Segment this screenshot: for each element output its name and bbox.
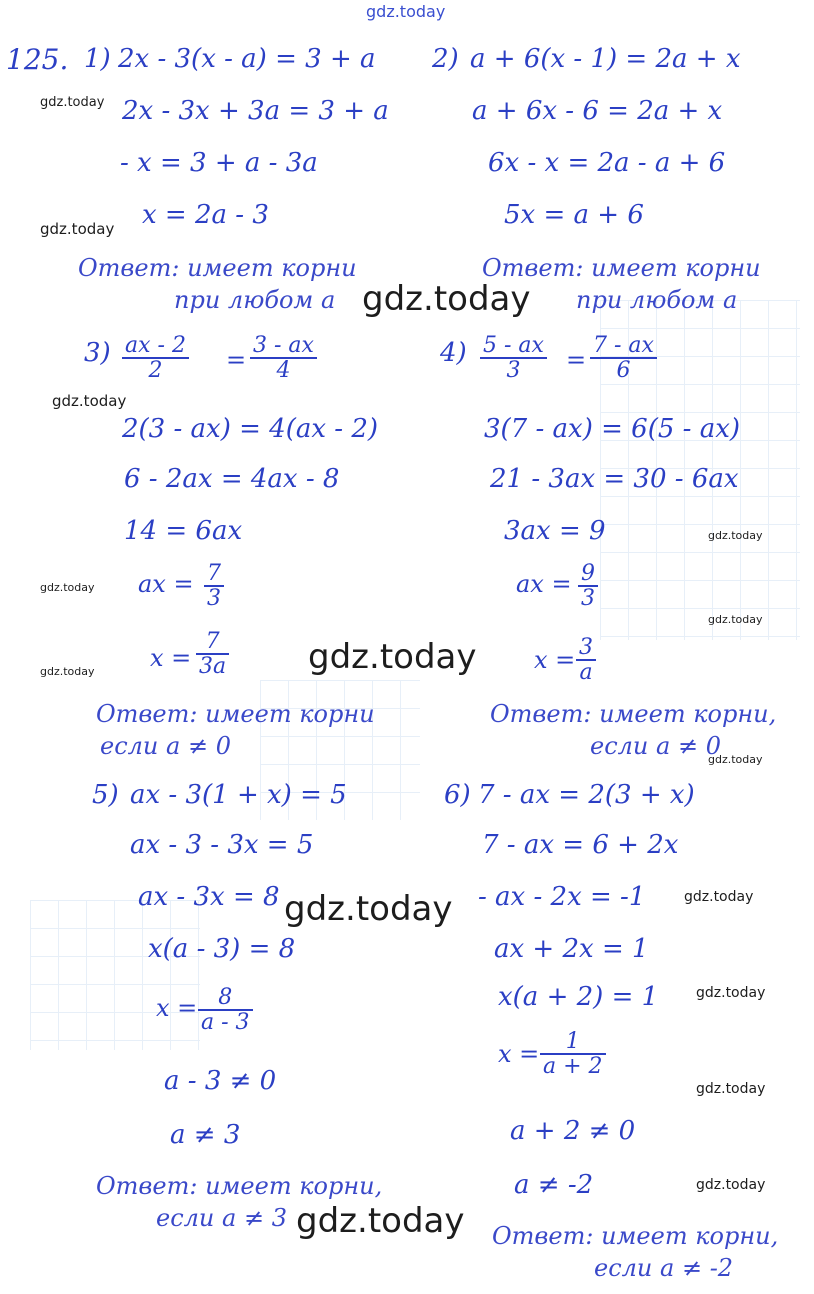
part-5-answer-line-1: Ответ: имеет корни, [96, 1172, 383, 1200]
part-6-answer-line-2: если a ≠ -2 [594, 1254, 734, 1282]
part-5-tail-1: a - 3 ≠ 0 [164, 1066, 277, 1096]
watermark-small: gdz.today [40, 95, 105, 110]
fraction-numerator: 9 [578, 562, 598, 587]
part-5-line-3: ax - 3x = 8 [138, 882, 280, 912]
part-5-line-1: ax - 3(1 + x) = 5 [130, 780, 347, 810]
fraction-denominator: 4 [276, 358, 291, 384]
part-6-line-3: - ax - 2x = -1 [478, 882, 646, 912]
watermark-small: gdz.today [40, 581, 95, 594]
part-5-label: 5) [92, 780, 119, 810]
part-1-answer-line-1: Ответ: имеет корни [78, 254, 357, 282]
part-4-answer-line-2: если a ≠ 0 [590, 732, 721, 760]
part-3-frac2-left: x = [150, 644, 192, 672]
part-5-line-2: ax - 3 - 3x = 5 [130, 830, 314, 860]
watermark-small: gdz.today [708, 529, 763, 542]
part-3-fraction-2 [196, 630, 229, 678]
part-2-answer-line-2: при любом a [576, 286, 738, 314]
part-1-line-2: 2x - 3x + 3a = 3 + a [122, 96, 389, 126]
part-4-answer-line-1: Ответ: имеет корни, [490, 700, 777, 728]
part-2-line-3: 6x - x = 2a - a + 6 [488, 148, 726, 178]
fraction-numerator: 7 [196, 630, 229, 655]
part-2-line-4: 5x = a + 6 [504, 200, 644, 230]
part-3-line-2: 6 - 2ax = 4ax - 8 [124, 464, 340, 494]
part-2-label: 2) [432, 44, 459, 74]
part-4-equation-right-fraction [590, 334, 657, 382]
part-4-line-3: 3ax = 9 [504, 516, 606, 546]
watermark-small: gdz.today [684, 889, 754, 905]
part-2-line-1: a + 6(x - 1) = 2a + x [470, 44, 741, 74]
watermark-small: gdz.today [40, 220, 115, 238]
part-6-fraction-1 [540, 1030, 606, 1078]
fraction-denominator: a + 2 [543, 1054, 603, 1080]
part-6-line-1: 7 - ax = 2(3 + x) [478, 780, 695, 810]
part-4-line-1: 3(7 - ax) = 6(5 - ax) [484, 414, 741, 444]
part-4-fraction-1 [578, 562, 598, 610]
equals-sign: = [566, 346, 587, 374]
fraction-denominator: 3 [581, 586, 595, 612]
fraction-numerator: 1 [540, 1030, 606, 1055]
part-6-frac1-left: x = [498, 1040, 540, 1068]
part-3-equation-right-fraction [250, 334, 317, 382]
part-5-line-4: x(a - 3) = 8 [148, 934, 296, 964]
part-6-answer-line-1: Ответ: имеет корни, [492, 1222, 779, 1250]
fraction-numerator: 8 [198, 986, 253, 1011]
part-3-answer-line-2: если a ≠ 0 [100, 732, 231, 760]
part-3-equation-left-fraction [122, 334, 189, 382]
watermark-small: gdz.today [52, 392, 127, 410]
watermark-large: gdz.today [284, 889, 453, 929]
part-2-line-2: a + 6x - 6 = 2a + x [472, 96, 723, 126]
fraction-denominator: a [579, 660, 593, 686]
part-3-label: 3) [84, 338, 111, 368]
fraction-numerator: 5 - ax [480, 334, 547, 359]
part-4-equation-left-fraction [480, 334, 547, 382]
part-6-label: 6) [444, 780, 471, 810]
part-6-line-4: ax + 2x = 1 [494, 934, 649, 964]
watermark-small: gdz.today [696, 985, 766, 1001]
watermark-small: gdz.today [696, 1177, 766, 1193]
background-grid-left [30, 900, 200, 1050]
fraction-denominator: 3a [199, 654, 227, 680]
part-3-answer-line-1: Ответ: имеет корни [96, 700, 375, 728]
fraction-denominator: a - 3 [201, 1010, 250, 1036]
part-5-frac1-left: x = [156, 994, 198, 1022]
fraction-numerator: 3 [576, 636, 596, 661]
part-1-label: 1) [84, 44, 111, 74]
part-6-line-2: 7 - ax = 6 + 2x [482, 830, 679, 860]
part-4-line-2: 21 - 3ax = 30 - 6ax [490, 464, 739, 494]
part-3-frac1-left: ax = [138, 570, 194, 598]
fraction-denominator: 2 [148, 358, 163, 384]
watermark-large: gdz.today [362, 279, 531, 319]
problem-number: 125. [6, 43, 69, 76]
fraction-denominator: 3 [207, 586, 221, 612]
part-6-tail-2: a ≠ -2 [514, 1170, 594, 1200]
top-watermark: gdz.today [366, 2, 446, 21]
part-5-tail-2: a ≠ 3 [170, 1120, 241, 1150]
part-1-answer-line-2: при любом a [174, 286, 336, 314]
fraction-numerator: 7 [204, 562, 224, 587]
part-6-line-5: x(a + 2) = 1 [498, 982, 659, 1012]
part-1-line-1: 2x - 3(x - a) = 3 + a [118, 44, 376, 74]
watermark-small: gdz.today [696, 1081, 766, 1097]
watermark-small: gdz.today [708, 613, 763, 626]
part-1-line-4: x = 2a - 3 [142, 200, 269, 230]
part-4-label: 4) [440, 338, 467, 368]
part-6-tail-1: a + 2 ≠ 0 [510, 1116, 636, 1146]
watermark-large: gdz.today [308, 637, 477, 677]
watermark-large: gdz.today [296, 1201, 465, 1241]
part-5-answer-line-2: если a ≠ 3 [156, 1204, 287, 1232]
part-1-line-3: - x = 3 + a - 3a [120, 148, 318, 178]
fraction-numerator: ax - 2 [122, 334, 189, 359]
equals-sign: = [226, 346, 247, 374]
fraction-denominator: 6 [616, 358, 631, 384]
part-3-line-3: 14 = 6ax [124, 516, 243, 546]
fraction-numerator: 7 - ax [590, 334, 657, 359]
fraction-denominator: 3 [506, 358, 521, 384]
part-2-answer-line-1: Ответ: имеет корни [482, 254, 761, 282]
part-5-fraction-1 [198, 986, 253, 1034]
watermark-small: gdz.today [708, 753, 763, 766]
part-4-fraction-2 [576, 636, 596, 684]
fraction-numerator: 3 - ax [250, 334, 317, 359]
part-3-line-1: 2(3 - ax) = 4(ax - 2) [122, 414, 379, 444]
part-4-frac2-left: x = [534, 646, 576, 674]
part-4-frac1-left: ax = [516, 570, 572, 598]
part-3-fraction-1 [204, 562, 224, 610]
watermark-small: gdz.today [40, 665, 95, 678]
